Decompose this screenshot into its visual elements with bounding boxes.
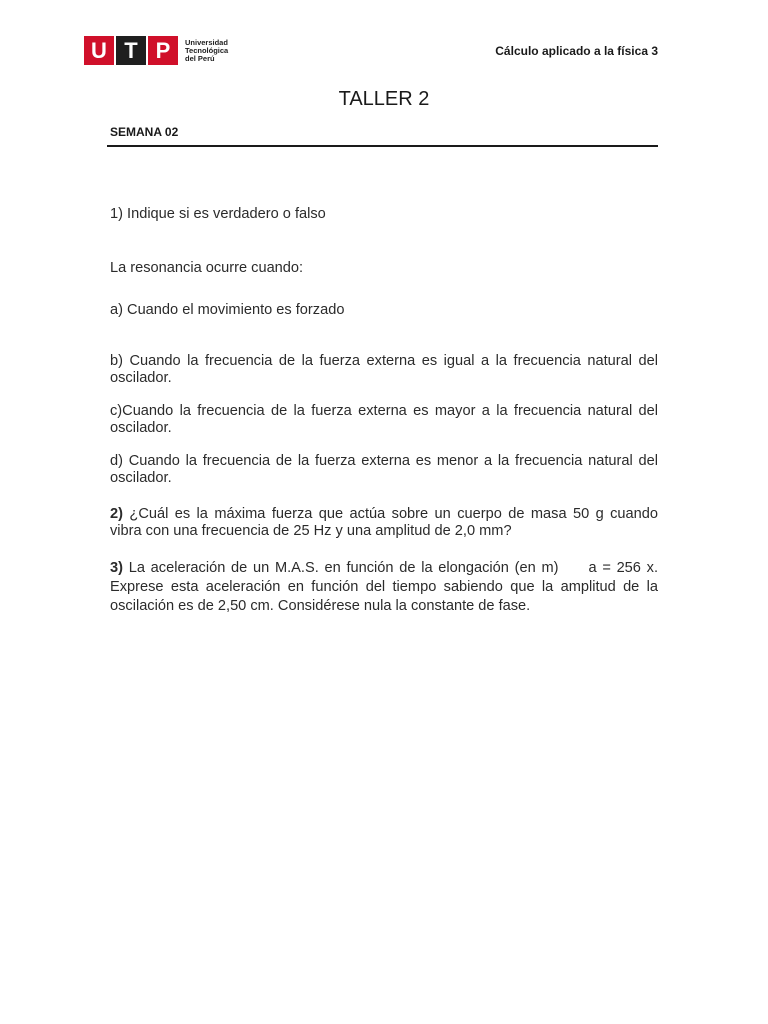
page-title: TALLER 2 <box>338 88 430 110</box>
logo-text-line-2: Tecnológica <box>185 45 229 55</box>
header-divider <box>107 145 658 147</box>
week-label: SEMANA 02 <box>110 125 179 139</box>
logo-letter-p: P <box>148 36 178 65</box>
logo-letter-u: U <box>84 36 114 65</box>
option-d: d) Cuando la frecuencia de la fuerza externa es menor a la frecuencia natural del oscilador. <box>110 452 658 486</box>
logo-text-line-3: del Perú <box>185 53 215 63</box>
logo-university-name <box>185 39 228 63</box>
question-3-number: 3) <box>110 559 123 576</box>
logo-letter-t: T <box>116 36 146 65</box>
question-3-text-1: La aceleración de un M.A.S. en función de la elongación (en m) <box>128 559 559 576</box>
question-3-text-2: Exprese esta aceleración en función del tiempo sabiendo que la amplitud de la oscilación es de 2,50 cm. Considérese nula la constante de fase. <box>110 578 658 614</box>
option-a: a) Cuando el movimiento es forzado <box>110 302 345 318</box>
utp-logo <box>84 36 228 65</box>
question-2-text: ¿Cuál es la máxima fuerza que actúa sobre un cuerpo de masa 50 g cuando vibra con una frecuencia de 25 Hz y una amplitud de 2,0 mm? <box>110 505 659 539</box>
option-c: c)Cuando la frecuencia de la fuerza externa es mayor a la frecuencia natural del oscilador. <box>110 402 658 436</box>
question-1: 1) Indique si es verdadero o falso <box>110 206 326 222</box>
logo-text-line-1: Universidad <box>185 37 228 47</box>
course-name: Cálculo aplicado a la física 3 <box>495 44 658 58</box>
question-2 <box>110 506 658 541</box>
question-2-number: 2) <box>110 505 123 522</box>
document-body <box>110 206 658 616</box>
question-3 <box>110 559 658 616</box>
option-b: b) Cuando la frecuencia de la fuerza externa es igual a la frecuencia natural del oscilador. <box>110 352 658 386</box>
question-3-formula: a = 256 x. <box>588 559 658 576</box>
question-1-intro: La resonancia ocurre cuando: <box>110 259 304 276</box>
